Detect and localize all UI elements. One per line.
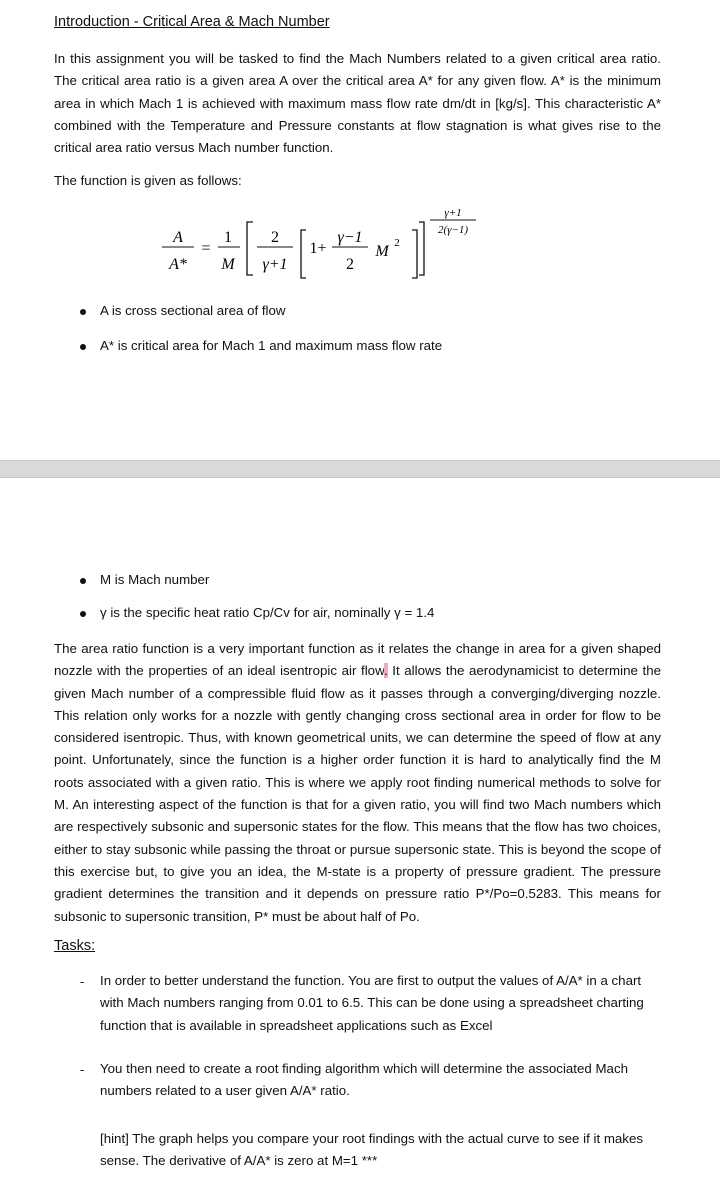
tasks-heading: Tasks: — [54, 938, 96, 954]
eq-gamma-plus-one: γ+1 — [262, 256, 288, 273]
eq-lhs-denominator: A* — [169, 256, 187, 273]
document-page-1: Introduction - Critical Area & Mach Number In this assignment you will be tasked to find the Mach Numbers related to a given critical area ratio. The critical area ratio is a given area A over the critical area A* for any given flow. A* is the minimum area in which Mach 1 is achieved with maximum mass flow rate dm/dt in [kg/s]. This characteristic A* combined with the Temperature and Pressure constants at flow stagnation is what gives rise to the critical area ratio versus Mach number function. The function is given as follows: A A* = 1 M 2 γ+1 1+ γ−1 2 M 2 γ+1 2(γ−1) A is cross sectional area of flow A* is critical area for Mach 1 and maximum mass flow rate — [0, 0, 720, 460]
area-ratio-paragraph: The area ratio function is a very important function as it relates the change in area for a given shaped nozzle with the properties of an ideal isentropic air flow. It allows the aerodynamicist to determine the given Mach number of a compressible fluid flow as it passes through a converging/diverging nozzle. This relation only works for a nozzle with gently changing cross sectional area in order for flow to be considered isentropic. Thus, with known geometrical units, we can determine the speed of flow at any point. Unfortunately, since the function is a higher order function it is hard to analytically find the M roots associated with a given ratio. This is where we apply root finding numerical methods to solve for M. An interesting aspect of the function is that for a given ratio, you will find two Mach numbers which are respectively subsonic and supersonic states for the flow. This means that the flow has two choices, either to stay subsonic while passing the throat or pursue supersonic state. This is beyond the scope of this exercise but, to give you an idea, the M-state is a property of pressure gradient. The pressure gradient determines the transition and it depends on pressure ratio P*/Po=0.5283. This means for subsonic to supersonic transition, P* must be about half of Po. — [54, 641, 661, 924]
section-heading: Introduction - Critical Area & Mach Number — [54, 14, 330, 30]
area-ratio-equation — [156, 200, 536, 282]
hint-text: [hint] The graph helps you compare your root findings with the actual curve to see if it makes sense. The derivative of A/A* is zero at M=1 *** — [100, 1131, 643, 1169]
intro-paragraph: In this assignment you will be tasked to find the Mach Numbers related to a given critical area ratio. The critical area ratio is a given area A over the critical area A* for any given flow. A* is the minimum area in which Mach 1 is achieved with maximum mass flow rate dm/dt in [kg/s]. This characteristic A* combined with the Temperature and Pressure constants at flow stagnation is what gives rise to the critical area ratio versus Mach number function. — [54, 51, 661, 156]
eq-equals: = — [201, 240, 211, 257]
document-page-2: M is Mach number γ is the specific heat ratio Cp/Cv for air, nominally γ = 1.4 The area ratio function is a very important function as it relates the change in area for a given shaped nozzle with the properties of an ideal isentropic air flow. It allows the aerodynamicist to determine the given Mach number of a compressible fluid flow as it passes through a converging/diverging nozzle. This relation only works for a nozzle with gently changing cross sectional area in order for flow to be considered isentropic. Thus, with known geometrical units, we can determine the speed of flow at any point. Unfortunately, since the function is a higher order function it is hard to analytically find the M roots associated with a given ratio. This is where we apply root finding numerical methods to solve for M. An interesting aspect of the function is that for a given ratio, you will find two Mach numbers which are respectively subsonic and supersonic states for the flow. This means that the flow has two choices, either to stay subsonic while passing the throat or pursue supersonic state. This is beyond the scope of this exercise but, to give you an idea, the M-state is a property of pressure gradient. The pressure gradient determines the transition and it depends on pressure ratio P*/Po=0.5283. This means for subsonic to supersonic transition, P* must be about half of Po. Tasks: - In order to better understand the function. You are first to output the values of A/A* in a chart with Mach numbers ranging from 0.01 to 6.5. This can be done using a spreadsheet charting function that is available in spreadsheet applications such as Excel - You then need to create a root finding algorithm which will determine the associated Mach numbers related to a user given A/A* ratio. [hint] The graph helps you compare your root findings with the actual curve to see if it makes sense. The derivative of A/A* is zero at M=1 *** — [0, 478, 720, 1192]
task-text: In order to better understand the function. You are first to output the values of A/A* in a chart with Mach numbers ranging from 0.01 to 6.5. This can be done using a spreadsheet charting function that is available in spreadsheet applications such as Excel — [100, 973, 644, 1033]
bullet-dot — [80, 611, 86, 617]
bullet-dot — [80, 344, 86, 350]
eq-lhs-numerator: A — [173, 229, 183, 246]
eq-half-denominator: 2 — [346, 256, 354, 273]
eq-one-plus: 1+ — [309, 240, 327, 257]
bullet-dot — [80, 309, 86, 315]
eq-gamma-minus-one: γ−1 — [337, 229, 363, 246]
eq-mach-squared: M — [375, 243, 389, 260]
text-cursor-highlight: . — [383, 663, 388, 679]
eq-one: 1 — [224, 229, 232, 246]
task-dash: - — [80, 1062, 85, 1077]
eq-two: 2 — [271, 229, 279, 246]
page-break — [0, 460, 720, 478]
task-dash: - — [80, 974, 85, 989]
eq-square-exponent: 2 — [394, 237, 400, 249]
bullet-dot — [80, 578, 86, 584]
task-text: You then need to create a root finding algorithm which will determine the associated Mach numbers related to a user given A/A* ratio. — [100, 1061, 628, 1099]
eq-mach: M — [221, 256, 235, 273]
eq-exponent-denominator: 2(γ−1) — [437, 224, 469, 236]
eq-exponent-numerator: γ+1 — [444, 207, 462, 219]
function-label: The function is given as follows: — [54, 173, 242, 188]
